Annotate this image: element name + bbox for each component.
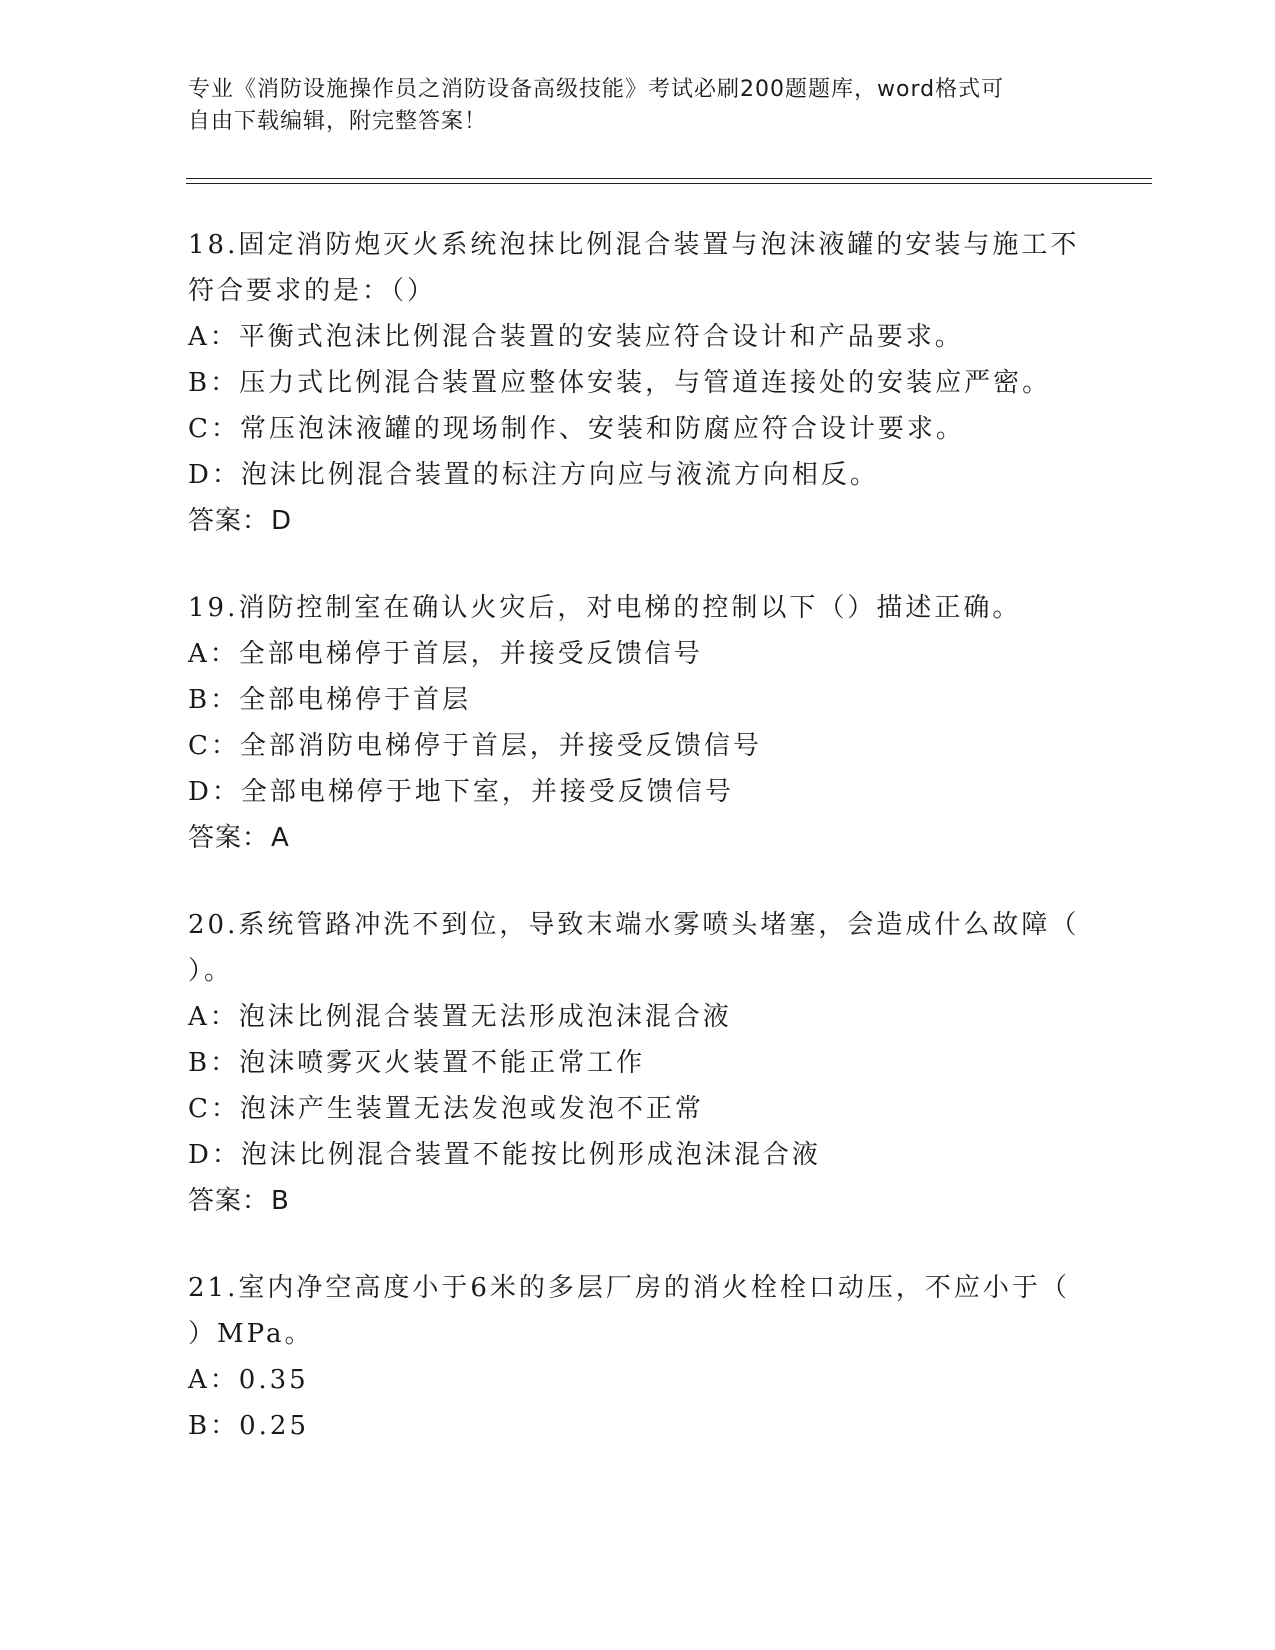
answer-label: 答案： (188, 1186, 270, 1216)
header-divider-top (186, 178, 1152, 179)
option-b: B：泡沫喷雾灭火装置不能正常工作 (188, 1048, 646, 1078)
answer-value: D (271, 506, 293, 536)
question-text-line: ）MPa。 (188, 1319, 314, 1349)
option-c: C：泡沫产生装置无法发泡或发泡不正常 (188, 1094, 704, 1124)
question-text-line: 20.系统管路冲洗不到位，导致末端水雾喷头堵塞，会造成什么故障（ (188, 910, 1080, 940)
answer-label: 答案： (188, 506, 270, 536)
option-a: A：泡沫比例混合装置无法形成泡沫混合液 (188, 1002, 732, 1032)
option-b: B：压力式比例混合装置应整体安装，与管道连接处的安装应严密。 (188, 368, 1052, 398)
option-a: A：全部电梯停于首层，并接受反馈信号 (188, 639, 703, 669)
question-19 (188, 585, 1088, 861)
option-a: A：0.35 (188, 1365, 309, 1395)
question-text-line: 18.固定消防炮灭火系统泡抹比例混合装置与泡沫液罐的安装与施工不 (188, 230, 1080, 260)
header-line-2: 自由下载编辑，附完整答案！ (188, 109, 488, 134)
header-divider-bottom (186, 183, 1152, 184)
option-b: B：0.25 (188, 1411, 309, 1441)
option-a: A：平衡式泡沫比例混合装置的安装应符合设计和产品要求。 (188, 322, 964, 352)
answer-label: 答案： (188, 823, 270, 853)
question-18 (188, 222, 1088, 544)
answer-value: B (271, 1186, 290, 1216)
option-d: D：泡沫比例混合装置不能按比例形成泡沫混合液 (188, 1140, 821, 1170)
question-21 (188, 1265, 1088, 1449)
answer-value: A (271, 823, 290, 853)
question-text-line: 符合要求的是：（） (188, 276, 437, 306)
option-d: D：泡沫比例混合装置的标注方向应与液流方向相反。 (188, 460, 879, 490)
question-text-line: 21.室内净空高度小于6米的多层厂房的消火栓栓口动压，不应小于（ (188, 1273, 1070, 1303)
answer (188, 498, 1088, 544)
question-20 (188, 902, 1088, 1224)
option-d: D：全部电梯停于地下室，并接受反馈信号 (188, 777, 734, 807)
question-text-line: 19.消防控制室在确认火灾后，对电梯的控制以下（）描述正确。 (188, 593, 1022, 623)
question-text-line: ）。 (188, 956, 234, 986)
option-c: C：全部消防电梯停于首层，并接受反馈信号 (188, 731, 762, 761)
document-header (188, 74, 1088, 138)
answer (188, 1178, 1088, 1224)
option-c: C：常压泡沫液罐的现场制作、安装和防腐应符合设计要求。 (188, 414, 965, 444)
option-b: B：全部电梯停于首层 (188, 685, 472, 715)
header-line-1: 专业《消防设施操作员之消防设备高级技能》考试必刷200题题库，word格式可 (188, 77, 1005, 102)
answer (188, 815, 1088, 861)
